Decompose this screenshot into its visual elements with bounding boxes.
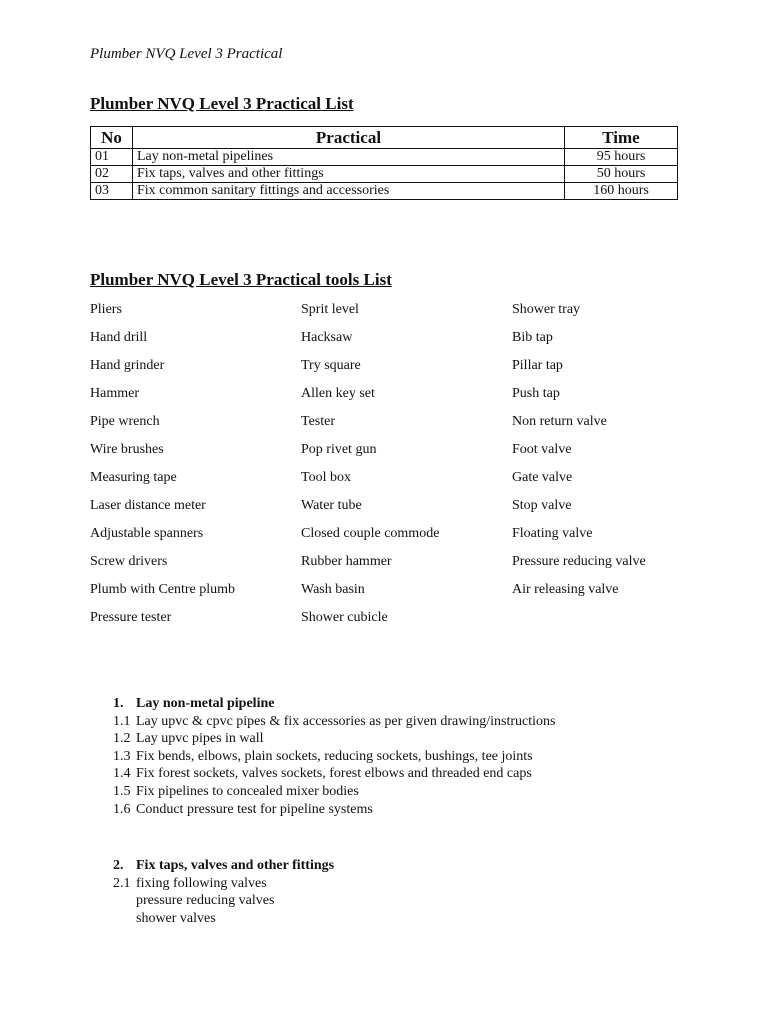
tools-column-3 — [512, 300, 722, 608]
tool-item: Pliers — [90, 302, 122, 317]
subtask-text: Fix bends, elbows, plain sockets, reducing sockets, bushings, tee joints — [136, 748, 533, 764]
tools-list-title: Plumber NVQ Level 3 Practical tools List — [90, 270, 392, 289]
tool-item: Screw drivers — [90, 554, 168, 569]
table-row — [91, 183, 678, 200]
tool-item: Shower cubicle — [301, 610, 388, 625]
subtask-item — [113, 783, 556, 801]
task-heading — [113, 857, 334, 875]
subtask-text: Lay upvc & cpvc pipes & fix accessories as per given drawing/instructions — [136, 713, 556, 729]
subtask-text: Fix pipelines to concealed mixer bodies — [136, 783, 359, 799]
cell-no: 02 — [91, 166, 133, 183]
subtask-number: 1.2 — [113, 731, 131, 747]
table-row — [91, 166, 678, 183]
task-title: Fix taps, valves and other fittings — [136, 858, 335, 873]
practical-list-title: Plumber NVQ Level 3 Practical List — [90, 94, 354, 113]
task-section-2 — [113, 857, 334, 927]
tool-item: Floating valve — [512, 526, 593, 541]
table-row — [91, 149, 678, 166]
tool-item: Hammer — [90, 386, 139, 401]
subtask-text: Conduct pressure test for pipeline systems — [136, 801, 373, 817]
tool-item: Pipe wrench — [90, 414, 160, 429]
tool-item: Hand grinder — [90, 358, 165, 373]
cell-practical: Lay non-metal pipelines — [133, 149, 565, 166]
tool-item: Closed couple commode — [301, 526, 440, 541]
subtask-continuation: shower valves — [136, 910, 216, 926]
tool-item: Laser distance meter — [90, 498, 206, 513]
task-section-1 — [113, 695, 556, 818]
subtask-number: 1.1 — [113, 713, 131, 729]
tool-item: Non return valve — [512, 414, 607, 429]
subtask-number: 1.3 — [113, 748, 131, 764]
tool-item: Hacksaw — [301, 330, 353, 345]
tool-item: Wire brushes — [90, 442, 164, 457]
tool-item: Gate valve — [512, 470, 573, 485]
tool-item: Pressure reducing valve — [512, 554, 646, 569]
tool-item: Foot valve — [512, 442, 572, 457]
subtask-item — [113, 875, 334, 893]
tool-item: Pressure tester — [90, 610, 172, 625]
subtask-item — [113, 801, 556, 819]
tool-item: Wash basin — [301, 582, 365, 597]
cell-no: 01 — [91, 149, 133, 166]
table-header-row — [91, 127, 678, 149]
task-number: 1. — [113, 696, 124, 711]
tools-column-1 — [90, 300, 300, 636]
tool-item: Hand drill — [90, 330, 148, 345]
tool-item: Measuring tape — [90, 470, 177, 485]
tool-item: Try square — [301, 358, 361, 373]
subtask-text: fixing following valves — [136, 875, 267, 891]
tool-item: Rubber hammer — [301, 554, 392, 569]
cell-time: 160 hours — [565, 183, 678, 200]
subtask-continuation: pressure reducing valves — [136, 893, 275, 909]
subtask-number: 1.4 — [113, 766, 131, 782]
cell-no: 03 — [91, 183, 133, 200]
subtask-text: Lay upvc pipes in wall — [136, 731, 264, 747]
tool-item: Bib tap — [512, 330, 553, 345]
column-header-practical: Practical — [133, 127, 565, 149]
tool-item: Adjustable spanners — [90, 526, 204, 541]
tool-item: Pop rivet gun — [301, 442, 377, 457]
cell-time: 95 hours — [565, 149, 678, 166]
task-number: 2. — [113, 858, 124, 873]
tool-item: Allen key set — [301, 386, 375, 401]
subtask-number: 1.5 — [113, 783, 131, 799]
tool-item: Pillar tap — [512, 358, 563, 373]
practical-table — [90, 126, 678, 200]
cell-practical: Fix common sanitary fittings and accessories — [133, 183, 565, 200]
subtask-item — [113, 713, 556, 731]
subtask-item — [113, 730, 556, 748]
cell-time: 50 hours — [565, 166, 678, 183]
tool-item: Tool box — [301, 470, 351, 485]
tool-item: Shower tray — [512, 302, 581, 317]
column-header-time: Time — [565, 127, 678, 149]
task-title: Lay non-metal pipeline — [136, 696, 275, 711]
subtask-item — [113, 748, 556, 766]
running-header: Plumber NVQ Level 3 Practical — [90, 46, 283, 62]
tool-item: Push tap — [512, 386, 560, 401]
subtask-text: Fix forest sockets, valves sockets, forest elbows and threaded end caps — [136, 766, 532, 782]
tool-item: Stop valve — [512, 498, 572, 513]
cell-practical: Fix taps, valves and other fittings — [133, 166, 565, 183]
subtask-number: 2.1 — [113, 875, 131, 891]
tool-item: Tester — [301, 414, 336, 429]
subtask-item — [113, 765, 556, 783]
task-heading — [113, 695, 556, 713]
tools-column-2 — [301, 300, 511, 636]
tool-item: Air releasing valve — [512, 582, 619, 597]
subtask-number: 1.6 — [113, 801, 131, 817]
tool-item: Sprit level — [301, 302, 359, 317]
column-header-no: No — [91, 127, 133, 149]
tool-item: Plumb with Centre plumb — [90, 582, 236, 597]
tool-item: Water tube — [301, 498, 362, 513]
